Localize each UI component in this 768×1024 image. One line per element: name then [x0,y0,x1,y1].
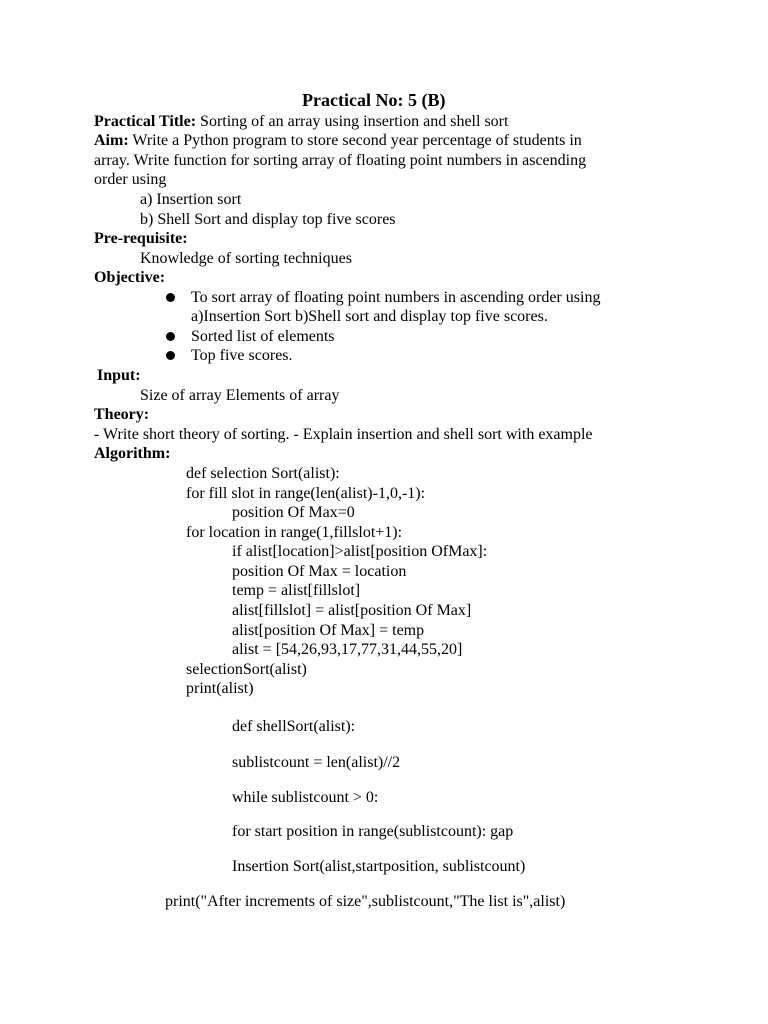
bullet-dot-icon [166,351,175,360]
code-line: selectionSort(alist) [186,661,307,678]
aim-text-1: Write a Python program to store second year percentage of students in [128,132,582,149]
bullet-dot-icon [166,293,175,302]
objective-label: Objective: [94,269,166,286]
code-line: def selection Sort(alist): [186,465,340,482]
aim-item-b: b) Shell Sort and display top five scores [140,211,396,228]
aim-label: Aim: [94,132,129,149]
code-line: for fill slot in range(len(alist)-1,0,-1): [186,485,426,502]
practical-title-label: Practical Title: [94,113,197,130]
code-line: sublistcount = len(alist)//2 [232,754,401,771]
code-line: for location in range(1,fillslot+1): [186,524,403,541]
code-line: print("After increments of size",sublistcount,"The list is",alist) [165,893,566,910]
code-line: def shellSort(alist): [232,718,356,735]
practical-title-text: Sorting of an array using insertion and shell sort [196,113,509,130]
page-title: Practical No: 5 (B) [302,90,446,110]
theory-label: Theory: [94,406,150,423]
objective-bullet-2: Sorted list of elements [191,328,335,345]
code-line: for start position in range(sublistcount): gap [232,823,514,840]
code-line: position Of Max = location [232,563,407,580]
algorithm-label: Algorithm: [94,445,171,462]
input-text: Size of array Elements of array [140,387,340,404]
prerequisite-text: Knowledge of sorting techniques [140,250,352,267]
code-line: alist[fillslot] = alist[position Of Max] [232,602,472,619]
aim-text-3: order using [94,171,167,188]
practical-title-line [94,112,508,131]
code-line: while sublistcount > 0: [232,789,379,806]
objective-bullet-3: Top five scores. [191,347,293,364]
code-line: alist[position Of Max] = temp [232,622,425,639]
objective-bullet-1-line-1: To sort array of floating point numbers in ascending order using [191,289,601,306]
prerequisite-label: Pre-requisite: [94,230,188,247]
code-line: if alist[location]>alist[position OfMax]: [232,543,488,560]
bullet-dot-icon [166,332,175,341]
aim-item-a: a) Insertion sort [140,191,242,208]
aim-text-2: array. Write function for sorting array of floating point numbers in ascending [94,152,587,169]
code-line: alist = [54,26,93,17,77,31,44,55,20] [232,641,463,658]
code-line: temp = alist[fillslot] [232,582,361,599]
aim-line-1 [94,131,582,150]
theory-text: - Write short theory of sorting. - Explain insertion and shell sort with example [94,426,593,443]
code-line: print(alist) [186,680,254,697]
code-line: position Of Max=0 [232,504,355,521]
objective-bullet-1-line-2: a)Insertion Sort b)Shell sort and display top five scores. [191,308,548,325]
input-label: Input: [97,367,141,384]
code-line: Insertion Sort(alist,startposition, sublistcount) [232,858,526,875]
